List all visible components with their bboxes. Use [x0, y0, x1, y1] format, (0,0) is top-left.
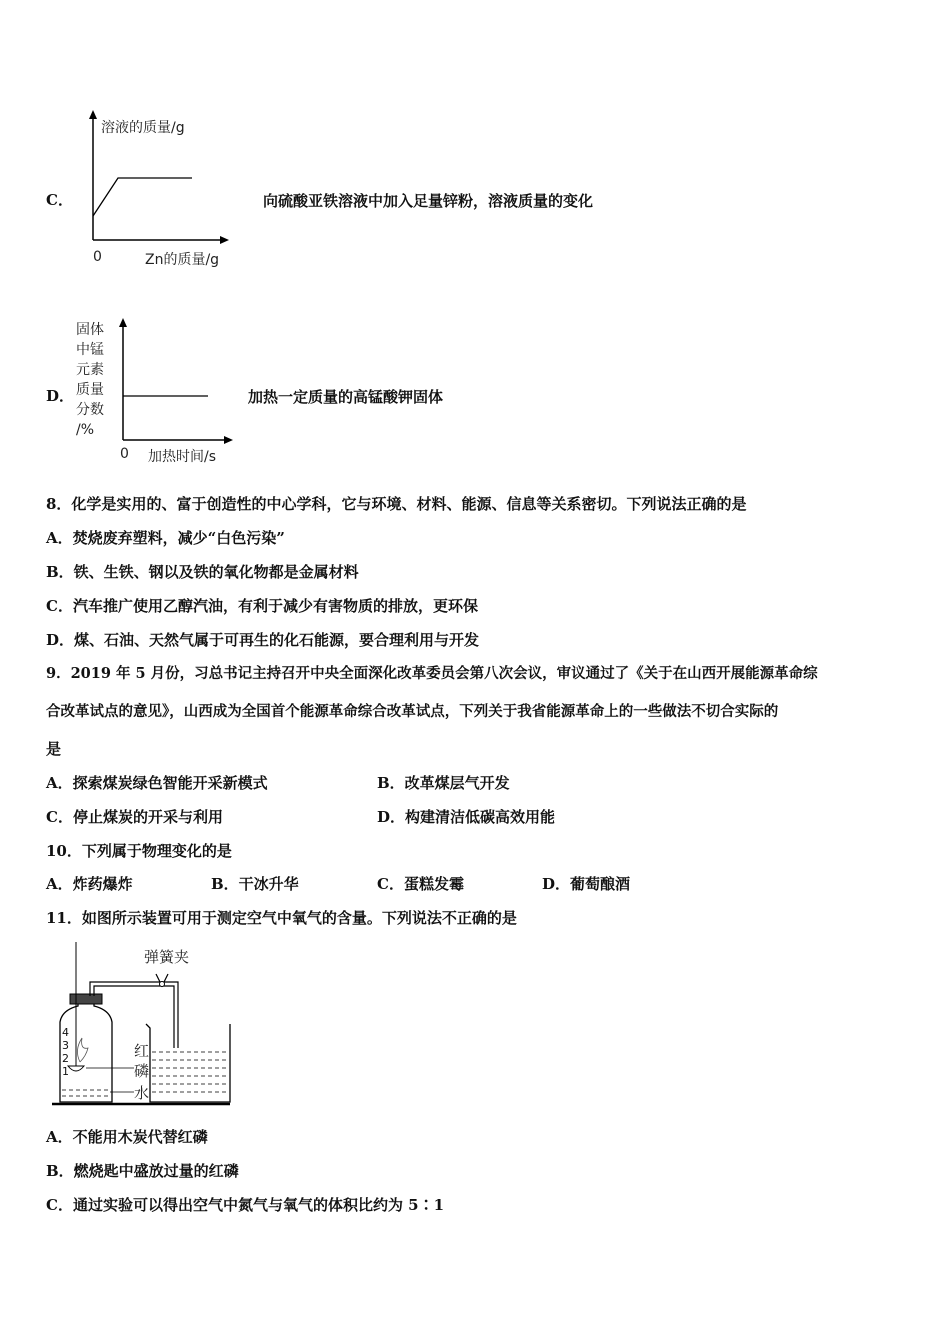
q10-stem: 10．下列属于物理变化的是 [46, 842, 232, 860]
graph-c-xlabel: Zn的质量/g [145, 252, 220, 268]
beaker-water [151, 1048, 229, 1101]
water-label: 水 [134, 1084, 150, 1102]
q8-option-a: A．焚烧废弃塑料，减少“白色污染” [46, 529, 285, 547]
q11-option-a: A．不能用木炭代替红磷 [46, 1128, 208, 1146]
graph-d-plot [118, 318, 238, 443]
bottle-stopper [70, 994, 102, 1004]
graph-d-option-label: D． [46, 387, 75, 405]
graph-d-ylabel [76, 320, 116, 440]
q10-option-a: A．炸药爆炸 [46, 875, 133, 893]
q9-stem-line-2: 合改革试点的意见》，山西成为全国首个能源革命综合改革试点，下列关于我省能源革命上的一些做法不切合实际的 [46, 703, 779, 720]
graph-d-origin: 0 [120, 446, 129, 462]
bottle-scale [62, 1026, 69, 1078]
red-phosphorus-label-2: 磷 [134, 1062, 150, 1080]
q8-stem: 8．化学是实用的、富于创造性的中心学科，它与环境、材料、能源、信息等关系密切。下列说法正确的是 [46, 495, 747, 513]
q8-option-b: B．铁、生铁、钢以及铁的氧化物都是金属材料 [46, 563, 359, 581]
graph-d-ylabel-line: 固体 [76, 322, 104, 338]
graph-d-xlabel: 加热时间/s [148, 449, 217, 465]
q9-stem-line-3: 是 [46, 740, 62, 758]
graph-d-ylabel-line: 元素 [76, 362, 104, 378]
graph-d-ylabel-line: 分数 [76, 402, 104, 418]
graph-c-option-label: C． [46, 191, 73, 209]
graph-d-description: 加热一定质量的高锰酸钾固体 [248, 388, 444, 406]
q10-option-d: D．葡萄酿酒 [542, 875, 631, 893]
graph-d-x-arrow [224, 436, 233, 444]
q11-option-c: C．通过实验可以得出空气中氮气与氧气的体积比约为 5∶1 [46, 1196, 445, 1214]
scale-mark: 3 [62, 1039, 69, 1052]
q8-option-d: D．煤、石油、天然气属于可再生的化石能源，要合理利用与开发 [46, 631, 480, 649]
q9-option-a: A．探索煤炭绿色智能开采新模式 [46, 774, 268, 792]
flame [77, 1038, 88, 1062]
q9-option-c: C．停止煤炭的开采与利用 [46, 808, 223, 826]
red-phosphorus-label-1: 红 [134, 1042, 150, 1060]
graph-c-origin: 0 [93, 249, 102, 265]
graph-d-ylabel-line: 中锰 [76, 342, 104, 358]
graph-d-ylabel-line: 质量 [76, 382, 104, 398]
combustion-spoon [68, 1066, 84, 1071]
graph-d-ylabel-line: /% [76, 422, 95, 438]
q11-option-b: B．燃烧匙中盛放过量的红磷 [46, 1162, 239, 1180]
graph-d-y-arrow [119, 318, 127, 327]
spring-clamp-pivot [160, 982, 165, 987]
q9-stem-line-1: 9．2019 年 5 月份，习总书记主持召开中央全面深化改革委员会第八次会议，审议通过了《关于在山西开展能源革命综 [46, 665, 818, 682]
q8-option-c: C．汽车推广使用乙醇汽油，有利于减少有害物质的排放，更环保 [46, 597, 478, 615]
q10-option-c: C．蛋糕发霉 [377, 875, 464, 893]
scale-mark: 1 [62, 1065, 69, 1078]
graph-c-curve [93, 178, 192, 216]
scale-mark: 2 [62, 1052, 69, 1065]
graph-c-description: 向硫酸亚铁溶液中加入足量锌粉，溶液质量的变化 [263, 192, 594, 210]
graph-c-y-arrow [89, 110, 97, 119]
graph-c-x-arrow [220, 236, 229, 244]
spring-clamp-label: 弹簧夹 [144, 948, 190, 966]
q9-option-b: B．改革煤层气开发 [377, 774, 510, 792]
q10-option-b: B．干冰升华 [211, 875, 299, 893]
q9-option-d: D．构建清洁低碳高效用能 [377, 808, 556, 826]
q11-stem: 11．如图所示装置可用于测定空气中氧气的含量。下列说法不正确的是 [46, 909, 517, 927]
graph-c-ylabel: 溶液的质量/g [101, 120, 185, 136]
scale-mark: 4 [62, 1026, 69, 1039]
